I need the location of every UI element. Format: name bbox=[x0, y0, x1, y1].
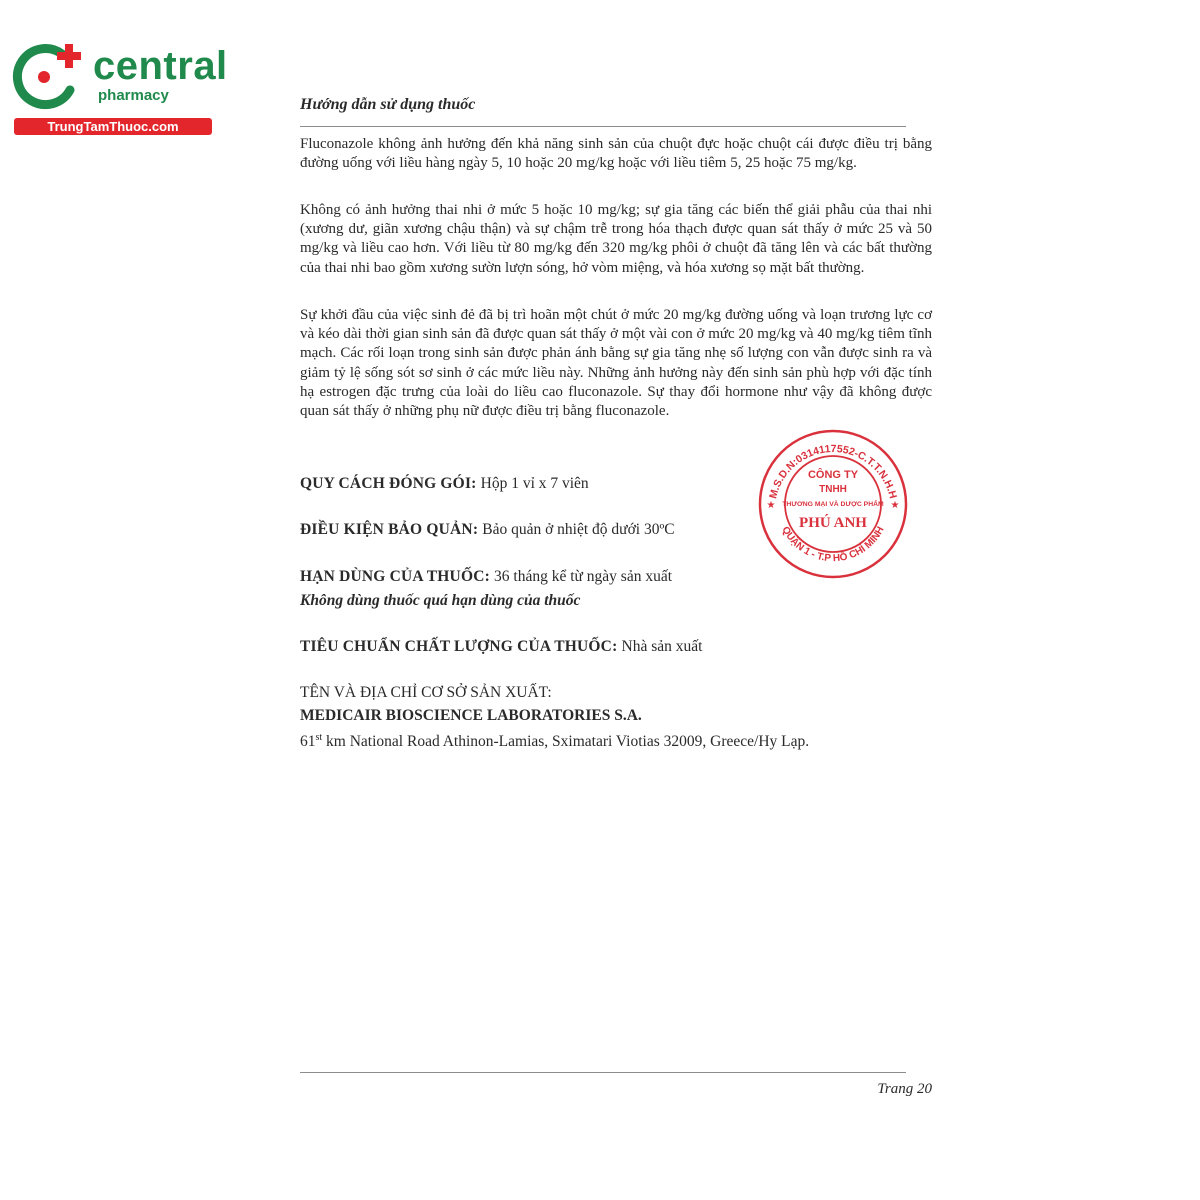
address-text: km National Road Athinon-Lamias, Sximatari Viotias 32009, Greece/Hy Lạp. bbox=[322, 733, 810, 751]
stamp-line-name: PHÚ ANH bbox=[799, 515, 867, 531]
logo-subtitle: pharmacy bbox=[98, 87, 169, 104]
packaging-label: QUY CÁCH ĐÓNG GÓI: bbox=[300, 475, 481, 492]
expiry-label: HẠN DÙNG CỦA THUỐC: bbox=[300, 568, 495, 585]
packaging-row bbox=[300, 475, 589, 493]
manufacturer-label: TÊN VÀ ĐỊA CHỈ CƠ SỞ SẢN XUẤT: bbox=[300, 684, 552, 701]
company-stamp bbox=[757, 428, 909, 580]
logo-brand-text: central bbox=[93, 44, 228, 88]
address-ordinal-suffix: st bbox=[315, 732, 323, 743]
expiry-note: Không dùng thuốc quá hạn dùng của thuốc bbox=[300, 592, 581, 609]
logo-site-banner: TrungTamThuoc.com bbox=[14, 118, 212, 135]
footer-divider bbox=[300, 1072, 906, 1073]
stamp-ring-bottom: QUẬN 1 - T.P HỒ CHÍ MINH bbox=[779, 524, 887, 565]
header-divider bbox=[300, 126, 906, 127]
expiry-row bbox=[300, 568, 672, 586]
central-pharmacy-logo bbox=[10, 38, 228, 138]
stamp-star-left-icon: ★ bbox=[766, 500, 776, 511]
storage-row bbox=[300, 521, 675, 539]
pharmacy-cross-icon bbox=[10, 40, 90, 110]
stamp-line-tnhh: TNHH bbox=[819, 484, 847, 495]
paragraph-parturition: Sự khởi đầu của việc sinh đẻ đã bị trì hoãn một chút ở mức 20 mg/kg đường uống và loạn trương lực cơ và kéo dài thời gian sinh sản đã được quan sát thấy ở một vài con ở mức 20 mg/kg và 40 mg/kg tiêm tĩnh mạch. Các rối loạn trong sinh sản được phản ánh bằng sự gia tăng nhẹ số lượng con vẫn được sinh ra và giảm tỷ lệ sống sót sơ sinh ở các mức liều này. Những ảnh hưởng này đến sinh sản phù hợp với đặc tính hạ estrogen đặc trưng của loài do liều cao fluconazole. Sự thay đổi hormone như vậy đã không được quan sát thấy ở những phụ nữ được điều trị bằng fluconazole. bbox=[300, 307, 932, 420]
quality-standard-value: Nhà sản xuất bbox=[621, 638, 703, 655]
stamp-star-right-icon: ★ bbox=[890, 500, 900, 511]
stamp-ring-top: M.S.D.N:0314117552-C.T.T.N.H.H bbox=[767, 442, 899, 500]
section-heading: Hướng dẫn sử dụng thuốc bbox=[300, 96, 476, 113]
page-number: Trang 20 bbox=[877, 1081, 932, 1097]
storage-label: ĐIỀU KIỆN BẢO QUẢN: bbox=[300, 521, 483, 538]
paragraph-fetal-effects: Không có ảnh hưởng thai nhi ở mức 5 hoặc 10 mg/kg; sự gia tăng các biến thể giải phẫu của thai nhi (xương dư, giãn xương chậu thận) và sự chậm trễ trong hóa thạch được quan sát thấy ở mức 25 và 50 mg/kg và liều cao hơn. Với liều từ 80 mg/kg đến 320 mg/kg phôi ở chuột đã tăng lên và các bất thường của thai nhi bao gồm xương sườn lượn sóng, hở vòm miệng, và hóa xương sọ mặt bất thường. bbox=[300, 202, 932, 276]
quality-standard-label: TIÊU CHUẨN CHẤT LƯỢNG CỦA THUỐC: bbox=[300, 638, 622, 655]
packaging-value: Hộp 1 vỉ x 7 viên bbox=[480, 475, 589, 492]
quality-standard-row bbox=[300, 638, 702, 656]
paragraph-fertility: Fluconazole không ảnh hưởng đến khả năng sinh sản của chuột đực hoặc chuột cái được điều trị bằng đường uống với liều hàng ngày 5, 10 hoặc 20 mg/kg hoặc với liều tiêm 5, 25 hoặc 75 mg/kg. bbox=[300, 136, 932, 172]
manufacturer-address bbox=[300, 732, 809, 751]
stamp-line-company: CÔNG TY bbox=[807, 469, 859, 481]
address-number: 61 bbox=[300, 733, 316, 751]
storage-value: Bảo quản ở nhiệt độ dưới 30ºC bbox=[482, 521, 675, 538]
manufacturer-name: MEDICAIR BIOSCIENCE LABORATORIES S.A. bbox=[300, 707, 642, 724]
expiry-value: 36 tháng kể từ ngày sản xuất bbox=[494, 568, 673, 585]
stamp-line-trade: THƯƠNG MẠI VÀ DƯỢC PHẨM bbox=[782, 501, 884, 508]
